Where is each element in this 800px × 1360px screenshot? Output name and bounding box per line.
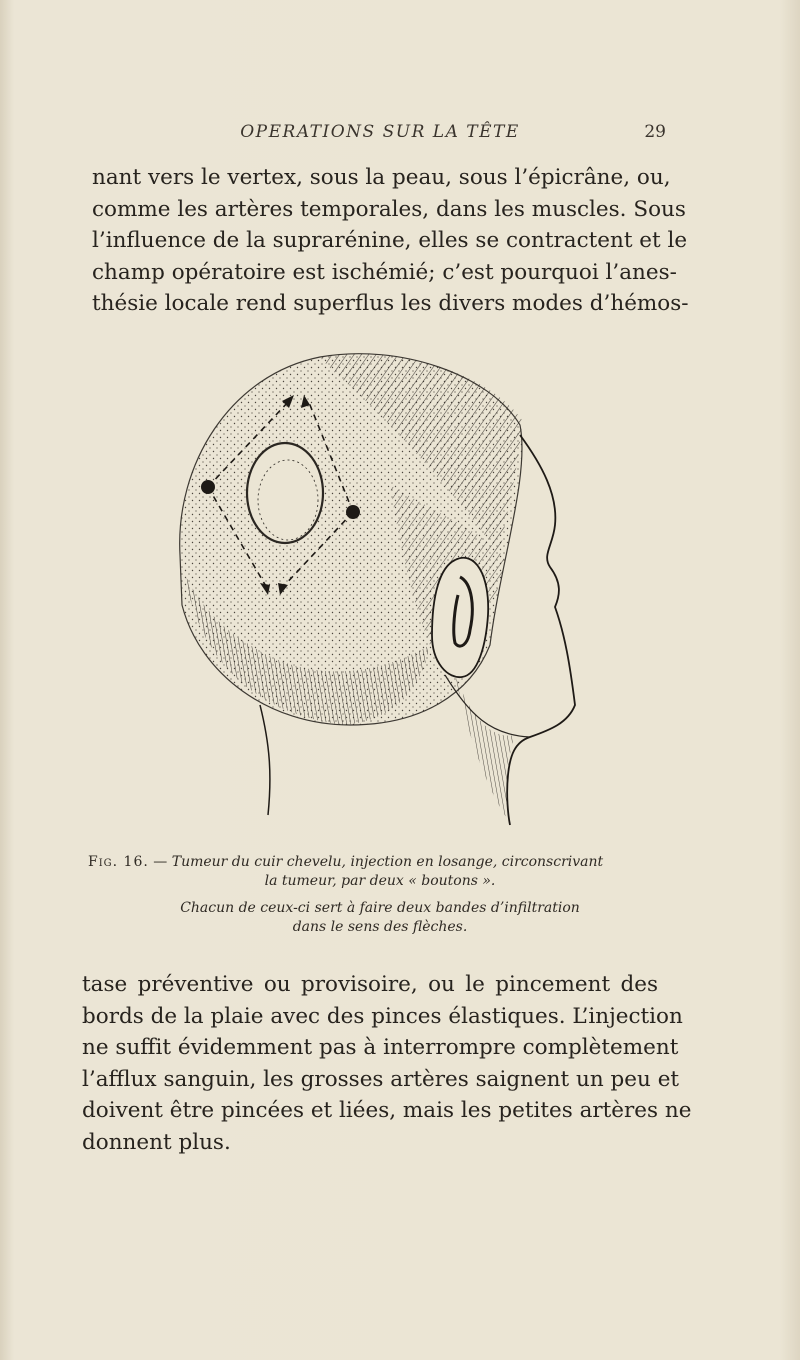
- text-line: donnent plus.: [82, 1129, 231, 1155]
- text-line: bords de la plaie avec des pinces élastiques. L’injection: [82, 1003, 683, 1029]
- figure-caption: [88, 853, 672, 937]
- caption-dash: —: [148, 854, 172, 870]
- page-number: 29: [644, 122, 666, 142]
- paragraph-bottom: [82, 969, 692, 1158]
- running-head: [92, 118, 668, 148]
- caption-line: dans le sens des flèches.: [292, 919, 468, 935]
- caption-line: la tumeur, par deux « boutons ».: [264, 873, 496, 889]
- text-line: ne suffit évidemment pas à interrompre complètement: [82, 1035, 679, 1060]
- injection-point-right: [346, 505, 360, 519]
- caption-line: Chacun de ceux-ci sert à faire deux bandes d’infiltration: [180, 900, 580, 916]
- paragraph-top: [92, 162, 689, 320]
- injection-point-left: [201, 480, 215, 494]
- caption-line: Tumeur du cuir chevelu, injection en losange, circonscrivant: [171, 854, 604, 870]
- head-illustration: [170, 345, 590, 835]
- text-line: doivent être pincées et liées, mais les petites artères ne: [82, 1098, 692, 1123]
- text-line: champ opératoire est ischémié; c’est pourquoi l’anes-: [92, 259, 677, 285]
- text-line: tase préventive ou provisoire, ou le pincement des: [82, 972, 658, 997]
- text-line: l’influence de la suprarénine, elles se contractent et le: [92, 228, 688, 253]
- figure-label: Fig. 16.: [88, 854, 149, 870]
- text-line: nant vers le vertex, sous la peau, sous l’épicrâne, ou,: [92, 165, 671, 190]
- text-line: l’afflux sanguin, les grosses artères saignent un peu et: [82, 1066, 680, 1092]
- ear: [432, 558, 488, 677]
- tumour: [247, 443, 323, 543]
- text-line: thésie locale rend superflus les divers modes d’hémos-: [92, 291, 689, 316]
- neck-back: [260, 705, 270, 815]
- beard-shading: [455, 675, 515, 823]
- running-title: OPERATIONS SUR LA TÊTE: [240, 122, 520, 142]
- head-drawing: [170, 345, 590, 835]
- text-line: comme les artères temporales, dans les muscles. Sous: [92, 196, 686, 222]
